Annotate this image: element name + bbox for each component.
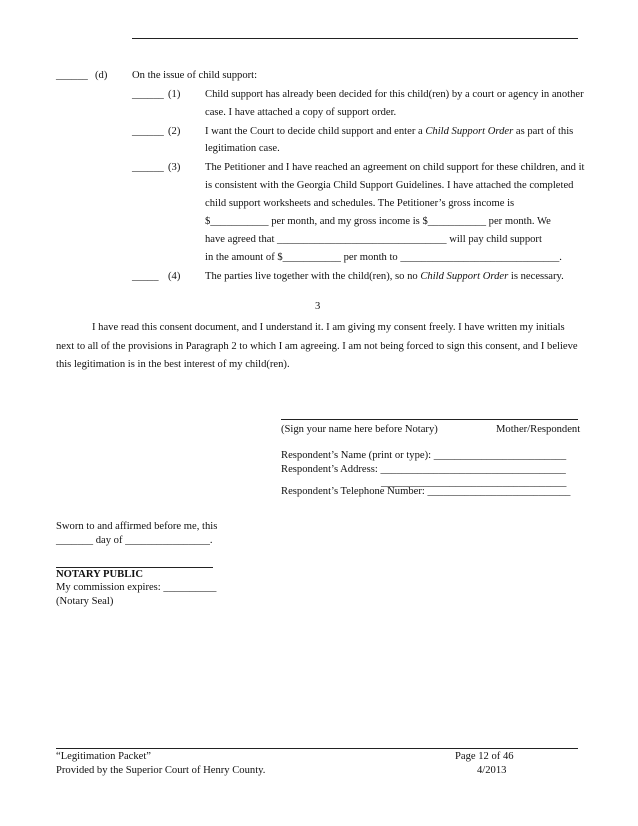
- subitem-3-line2: is consistent with the Georgia Child Support Guidelines. I have attached the completed: [205, 180, 574, 191]
- item-d-label: (d): [95, 70, 108, 81]
- footer-page-number: Page 12 of 46: [455, 751, 514, 762]
- item-d-blank: ______: [56, 70, 88, 81]
- signer-role: Mother/Respondent: [496, 424, 581, 435]
- respondent-phone-field: Respondent’s Telephone Number: ___________________________: [281, 486, 571, 497]
- notary-commission: My commission expires: __________: [56, 582, 217, 593]
- child-support-order-emphasis: Child Support Order: [425, 126, 514, 137]
- subitem-4-blank: _____: [132, 271, 159, 282]
- footer-rule: [56, 748, 578, 749]
- subitem-2-line2: legitimation case.: [205, 143, 280, 154]
- subitem-2-line1: I want the Court to decide child support and enter a Child Support Order as part of this: [205, 126, 574, 137]
- respondent-address-field: Respondent’s Address: ___________________________________: [281, 464, 566, 475]
- top-rule: [132, 38, 578, 39]
- signature-line: [281, 419, 578, 420]
- notary-title: NOTARY PUBLIC: [56, 569, 144, 580]
- footer-provider: Provided by the Superior Court of Henry County.: [56, 765, 266, 776]
- subitem-3-line5: have agreed that ________________________________ will pay child support: [205, 234, 542, 245]
- footer-packet-title: “Legitimation Packet”: [56, 751, 152, 762]
- sworn-line-1: Sworn to and affirmed before me, this: [56, 521, 218, 532]
- subitem-2-num: (2): [168, 126, 181, 137]
- subitem-3-num: (3): [168, 162, 181, 173]
- subitem-3-line1: The Petitioner and I have reached an agreement on child support for these children, and it: [205, 162, 585, 173]
- subitem-2-blank: ______: [132, 126, 164, 137]
- subitem-1-line2: case. I have attached a copy of support order.: [205, 107, 397, 118]
- subitem-1-num: (1): [168, 89, 181, 100]
- subitem-3-line4: $___________ per month, and my gross income is $___________ per month. We: [205, 216, 551, 227]
- consent-line-1: I have read this consent document, and I understand it. I am giving my consent freely. I have written my initials: [92, 322, 565, 333]
- notary-seal: (Notary Seal): [56, 596, 114, 607]
- child-support-order-emphasis: Child Support Order: [420, 271, 509, 282]
- item-d-text: On the issue of child support:: [132, 70, 258, 81]
- subitem-3-line6: in the amount of $___________ per month to ______________________________.: [205, 252, 562, 263]
- sworn-line-2: _______ day of ________________.: [56, 535, 213, 546]
- consent-line-3: this legitimation is in the best interest of my child(ren).: [56, 359, 290, 370]
- subitem-1-line1: Child support has already been decided for this child(ren) by a court or agency in another: [205, 89, 584, 100]
- subitem-4-line1: The parties live together with the child(ren), so no Child Support Order is necessary.: [205, 271, 564, 282]
- respondent-name-field: Respondent’s Name (print or type): _________________________: [281, 450, 567, 461]
- subitem-4-num: (4): [168, 271, 181, 282]
- consent-line-2: next to all of the provisions in Paragraph 2 to which I am agreeing. I am not being forced to sign this consent, and I believe: [56, 341, 578, 352]
- notary-signature-line: [56, 567, 213, 568]
- subitem-1-blank: ______: [132, 89, 164, 100]
- section-number: 3: [315, 301, 321, 312]
- respondent-address-field-2: ___________________________________: [381, 477, 567, 488]
- subitem-3-blank: ______: [132, 162, 164, 173]
- subitem-3-line3: child support worksheets and schedules. The Petitioner’s gross income is: [205, 198, 515, 209]
- footer-date: 4/2013: [477, 765, 507, 776]
- sign-label: (Sign your name here before Notary): [281, 424, 438, 435]
